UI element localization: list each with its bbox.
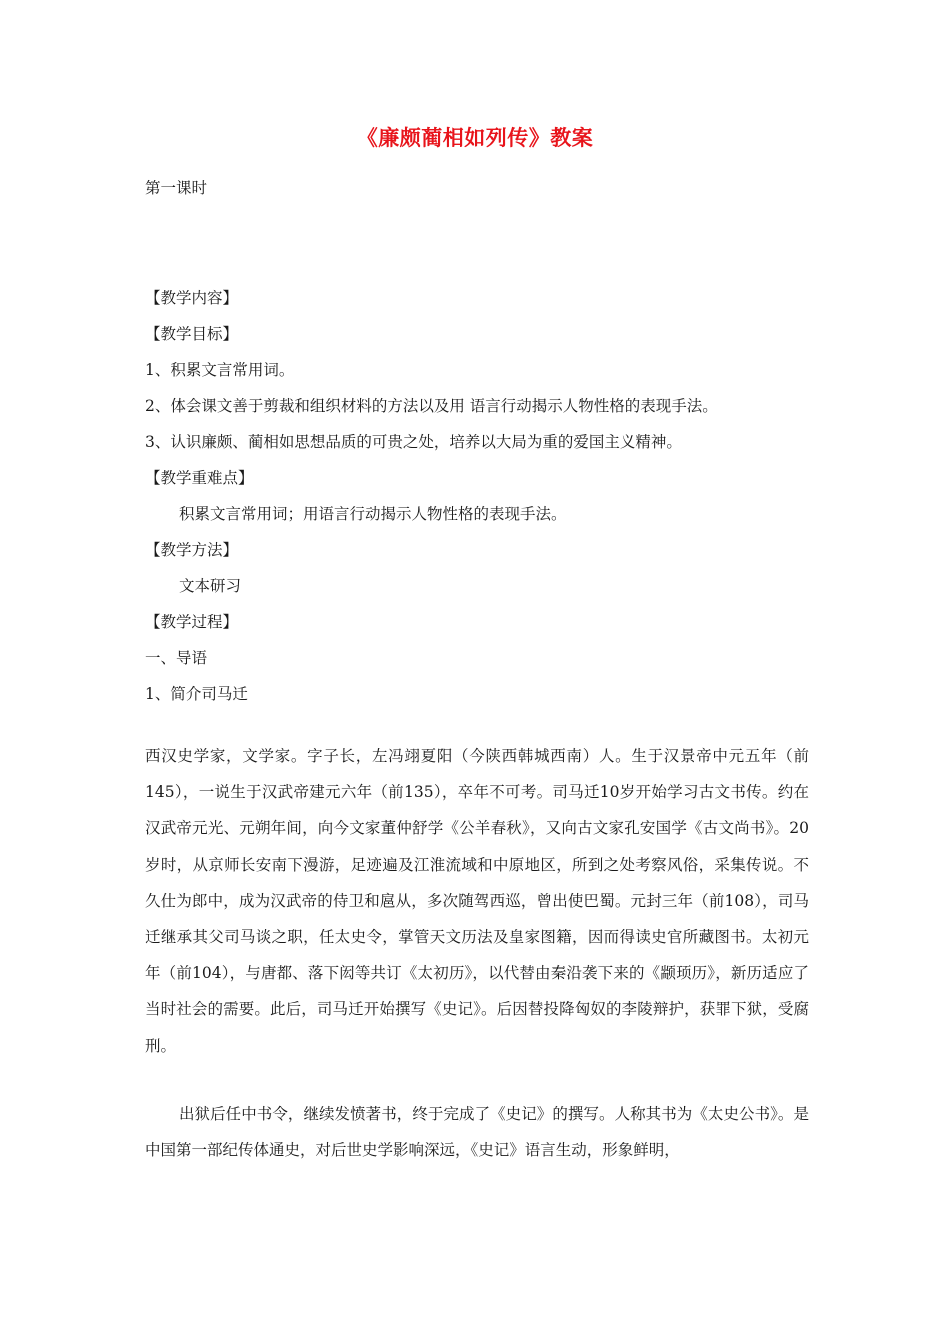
document-title: 《廉颇蔺相如列传》教案 xyxy=(356,126,594,150)
subsection-heading: 1、简介司马迁 xyxy=(145,685,248,703)
goal-item: 3、认识廉颇、蔺相如思想品质的可贵之处，培养以大局为重的爱国主义精神。 xyxy=(145,433,682,451)
teaching-goals-heading: 【教学目标】 xyxy=(145,325,239,343)
key-points-text: 积累文言常用词；用语言行动揭示人物性格的表现手法。 xyxy=(179,505,567,523)
lesson-label: 第一课时 xyxy=(145,179,208,197)
section-heading: 一、导语 xyxy=(145,649,208,667)
body-paragraph: 西汉史学家，文学家。字子长，左冯翊夏阳（今陕西韩城西南）人。生于汉景帝中元五年（前145），一说生于汉武帝建元六年（前135），卒年不可考。司马迁10岁开始学习古文书传。约在汉武帝元光、元朔年间，向今文家董仲舒学《公羊春秋》，又向古文家孔安国学《古文尚书》。20岁时，从京师长安南下漫游，足迹遍及江淮流域和中原地区，所到之处考察风俗，采集传说。不久仕为郎中，成为汉武帝的侍卫和扈从，多次随驾西巡，曾出使巴蜀。元封三年（前108），司马迁继承其父司马谈之职，任太史令，掌管天文历法及皇家图籍，因而得读史官所藏图书。太初元年（前104），与唐都、落下闳等共订《太初历》，以代替由秦沿袭下来的《颛顼历》，新历适应了当时社会的需要。此后，司马迁开始撰写《史记》。后因替投降匈奴的李陵辩护，获罪下狱，受腐刑。 xyxy=(145,747,809,1055)
process-heading: 【教学过程】 xyxy=(145,613,239,631)
method-heading: 【教学方法】 xyxy=(145,541,239,559)
goal-item: 1、积累文言常用词。 xyxy=(145,361,295,379)
body-paragraph: 出狱后任中书令，继续发愤著书，终于完成了《史记》的撰写。人称其书为《太史公书》。是中国第一部纪传体通史，对后世史学影响深远，《史记》语言生动，形象鲜明， xyxy=(145,1105,809,1160)
goal-item: 2、体会课文善于剪裁和组织材料的方法以及用 语言行动揭示人物性格的表现手法。 xyxy=(145,397,718,415)
method-text: 文本研习 xyxy=(179,577,242,595)
key-points-heading: 【教学重难点】 xyxy=(145,469,254,487)
teaching-content-heading: 【教学内容】 xyxy=(145,289,239,307)
